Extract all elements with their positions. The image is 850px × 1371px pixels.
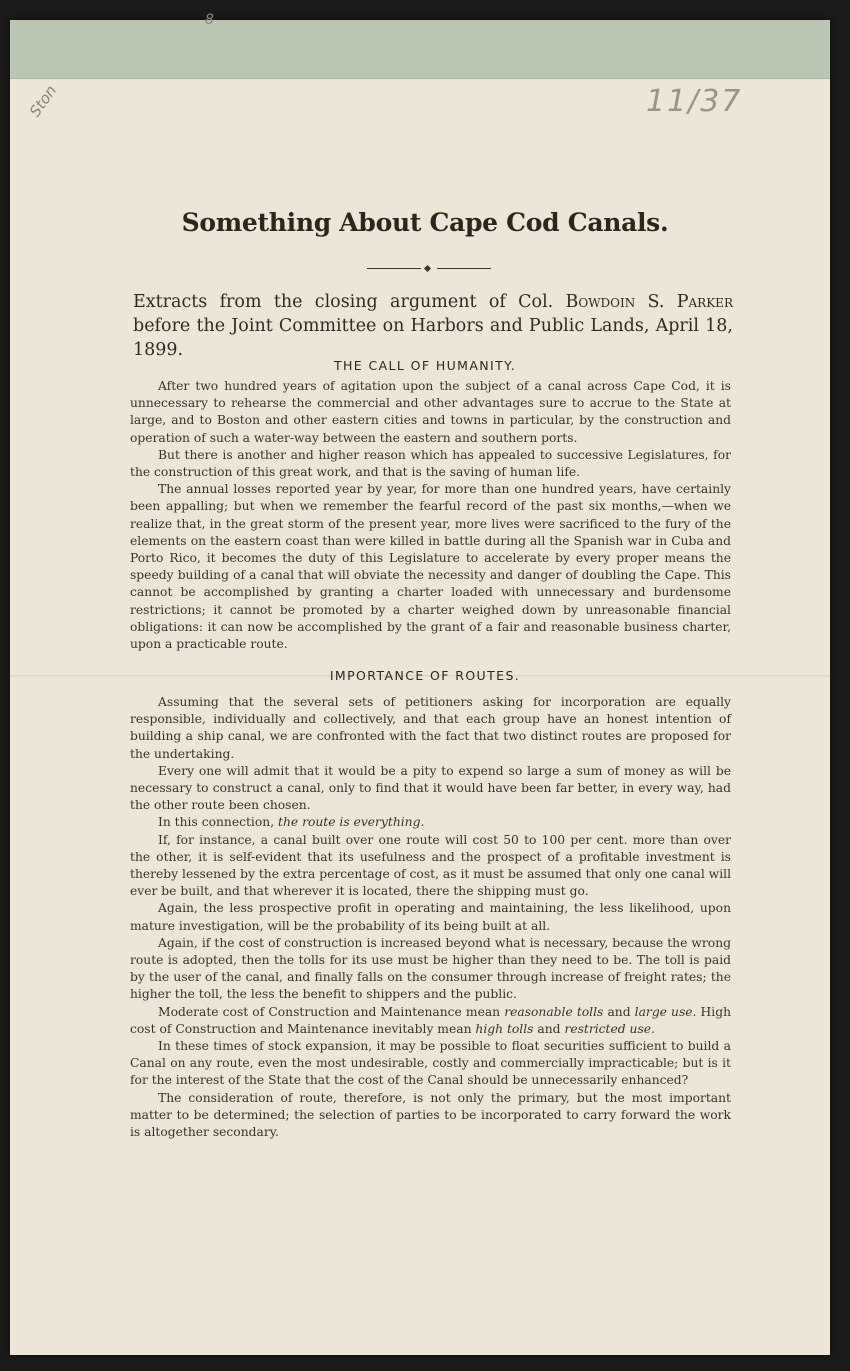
paragraph-route-everything — [130, 814, 731, 831]
paragraph: The annual losses reported year by year, for more than one hundred years, have certainly been appalling; but when we remember the fearful record of the past six months,—when we realize that, in the great storm of the present year, more lives were sacrificed to the fury of the elements on the eastern coast than were killed in battle during all the Spanish war in Cuba and Porto Rico, it becomes the duty of this Legislature to accelerate by every proper means the speedy building of a canal that will obviate the necessity and danger of doubling the Cape. This cannot be accomplished by granting a charter loaded with unnecessary and burdensome restrictions; it cannot be promoted by a charter weighed down by unreasonable financial obligations: it can now be accomplished by the grant of a fair and reasonable business charter, upon a practicable route. — [130, 482, 731, 652]
paragraph: If, for instance, a canal built over one route will cost 50 to 100 per cent. more than over the other, it is self-evident that its usefulness and the prospect of a profitable investment is thereby lessened by the extra percentage of cost, as it must be assumed that only one canal will ever be built, and that wherever it is located, there the shipping must go. — [130, 832, 731, 899]
title-ornament — [367, 266, 491, 272]
route-emphasis: the route is everything. — [278, 815, 425, 830]
intro-text-1: Extracts from the closing argument of Col. — [133, 292, 566, 312]
paragraph: Again, if the cost of construction is increased beyond what is necessary, because the wrong route is adopted, then the tolls for its use must be higher than they need to be. The toll is paid by the user of the canal, and finally falls on the consumer through increase of freight rates; the higher the toll, the less the benefit to shippers and the public. — [130, 935, 731, 1002]
section-humanity — [130, 378, 731, 653]
pencil-mark-left: Ston — [25, 81, 61, 121]
tolls-text: and — [603, 1004, 635, 1019]
section-routes — [130, 694, 731, 1141]
intro-text-2: before the Joint Committee on Harbors and Public Lands, April 18, 1899. — [133, 316, 733, 360]
tolls-text: High cost of Construction and Maintenance inevitably mean — [130, 1004, 732, 1036]
tolls-text: Moderate cost of Construction and Maintenance mean — [158, 1004, 505, 1019]
intro-paragraph — [133, 290, 733, 362]
paragraph: Assuming that the several sets of petitioners asking for incorporation are equally responsible, individually and collectively, and that each group have an honest intention of building a ship canal, we are confronted with the fact that two distinct routes are proposed for the undertaking. — [130, 695, 731, 761]
paragraph-tolls — [130, 1004, 731, 1038]
tolls-emphasis: large use. — [634, 1004, 697, 1019]
tolls-emphasis: high tolls — [475, 1021, 534, 1036]
speaker-name: Bowdoin S. Parker — [565, 292, 733, 312]
paragraph: Again, the less prospective profit in operating and maintaining, the less likelihood, upon mature investigation, will be the probability of its being built at all. — [130, 901, 731, 933]
tolls-emphasis: restricted use. — [564, 1021, 655, 1036]
section-heading-humanity: THE CALL OF HUMANITY. — [333, 358, 517, 373]
tolls-emphasis: reasonable tolls — [504, 1004, 604, 1019]
pencil-mark-top: 8 — [205, 12, 214, 28]
binding-strip — [10, 20, 830, 79]
paragraph: After two hundred years of agitation upon the subject of a canal across Cape Cod, it is unnecessary to rehearse the commercial and other advantages sure to accrue to the State at large, and to Boston and other eastern cities and towns in particular, by the construction and operation of such a water-way between the eastern and southern ports. — [130, 379, 731, 445]
section-heading-routes: IMPORTANCE OF ROUTES. — [329, 668, 521, 683]
tolls-text: and — [533, 1021, 565, 1036]
paragraph: Every one will admit that it would be a pity to expend so large a sum of money as will be necessary to construct a canal, only to find that it would have been far better, in every way, had the other route been chosen. — [130, 763, 731, 813]
route-prefix: In this connection, — [158, 815, 279, 830]
document-title: Something About Cape Cod Canals. — [181, 208, 669, 237]
paragraph: In these times of stock expansion, it may be possible to float securities sufficient to build a Canal on any route, even the most undesirable, costly and commercially impracticable; but is it for the interest of the State that the cost of the Canal should be unnecessarily enhanced? — [130, 1039, 731, 1088]
paragraph: But there is another and higher reason which has appealed to successive Legislatures, for the construction of this great work, and that is the saving of human life. — [130, 447, 731, 480]
paragraph: The consideration of route, therefore, is not only the primary, but the most important matter to be determined; the selection of parties to be incorporated to carry forward the work is altogether secondary. — [130, 1090, 731, 1140]
pencil-mark-right: 11/37 — [646, 84, 743, 119]
